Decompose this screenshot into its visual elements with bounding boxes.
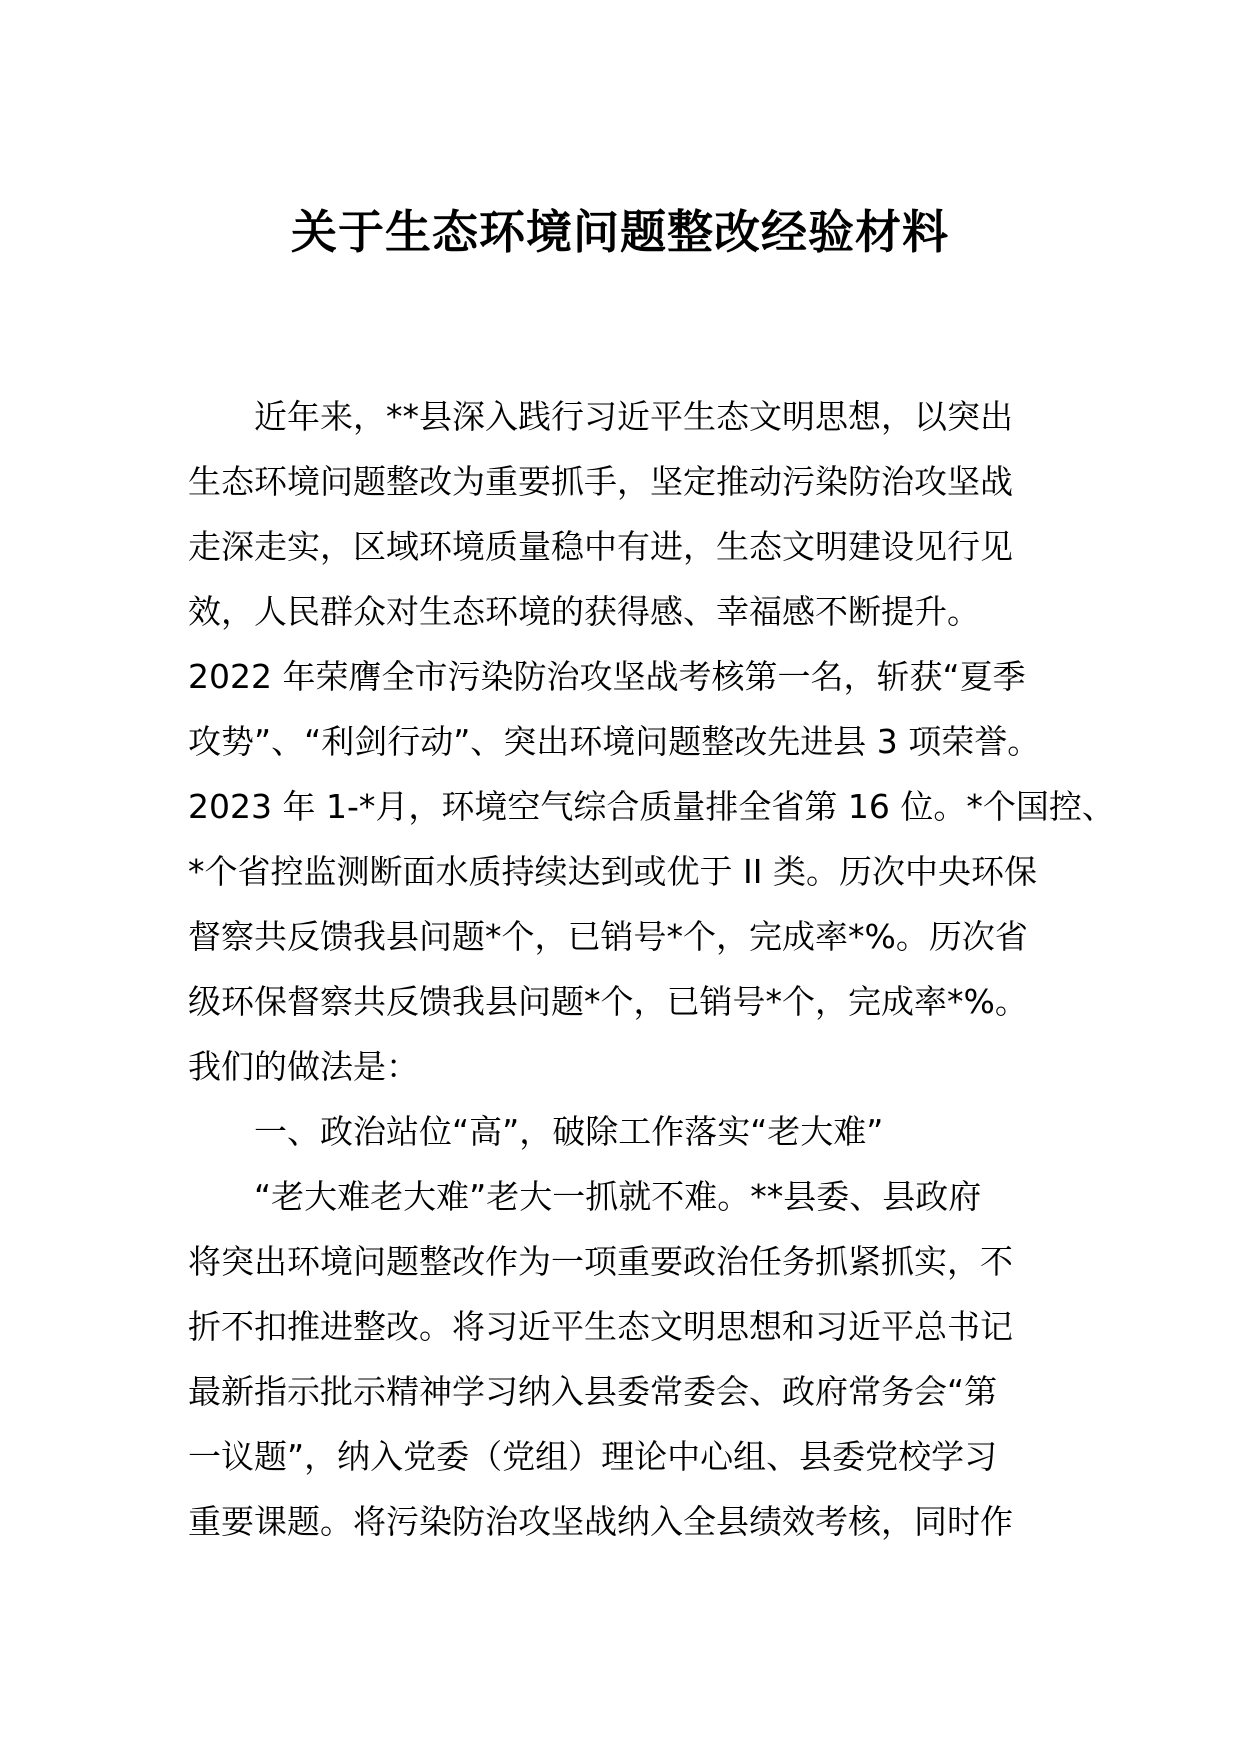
body-line: 走深走实，区域环境质量稳中有进，生态文明建设见行见 [188, 527, 1013, 566]
body-line: 攻势”、“利剑行动”、突出环境问题整改先进县 3 项荣誉。 [188, 722, 1041, 761]
body-line: 最新指示批示精神学习纳入县委常委会、政府常务会“第 [188, 1372, 998, 1411]
body-line: 近年来，**县深入践行习近平生态文明思想，以突出 [254, 397, 1013, 436]
document-body [188, 384, 1115, 1554]
body-line: 重要课题。将污染防治攻坚战纳入全县绩效考核，同时作 [188, 1502, 1013, 1541]
section-heading: 一、政治站位“高”，破除工作落实“老大难” [254, 1112, 884, 1151]
body-line: *个省控监测断面水质持续达到或优于 II 类。历次中央环保 [188, 852, 1037, 891]
body-line: 一议题”，纳入党委（党组）理论中心组、县委党校学习 [188, 1437, 998, 1476]
body-line: 效，人民群众对生态环境的获得感、幸福感不断提升。 [188, 592, 980, 631]
document-title: 关于生态环境问题整改经验材料 [291, 205, 949, 259]
body-line: 折不扣推进整改。将习近平生态文明思想和习近平总书记 [188, 1307, 1013, 1346]
body-line: “老大难老大难”老大一抓就不难。**县委、县政府 [254, 1177, 982, 1216]
body-line: 2022 年荣膺全市污染防治攻坚战考核第一名，斩获“夏季 [188, 657, 1026, 696]
body-line: 级环保督察共反馈我县问题*个，已销号*个，完成率*%。 [188, 982, 1028, 1021]
body-line: 我们的做法是： [188, 1047, 419, 1086]
body-line: 生态环境问题整改为重要抓手，坚定推动污染防治攻坚战 [188, 462, 1013, 501]
body-line: 将突出环境问题整改作为一项重要政治任务抓紧抓实，不 [188, 1242, 1013, 1281]
body-line: 督察共反馈我县问题*个，已销号*个，完成率*%。历次省 [188, 917, 1028, 956]
body-line: 2023 年 1-*月，环境空气综合质量排全省第 16 位。*个国控、 [188, 787, 1115, 826]
